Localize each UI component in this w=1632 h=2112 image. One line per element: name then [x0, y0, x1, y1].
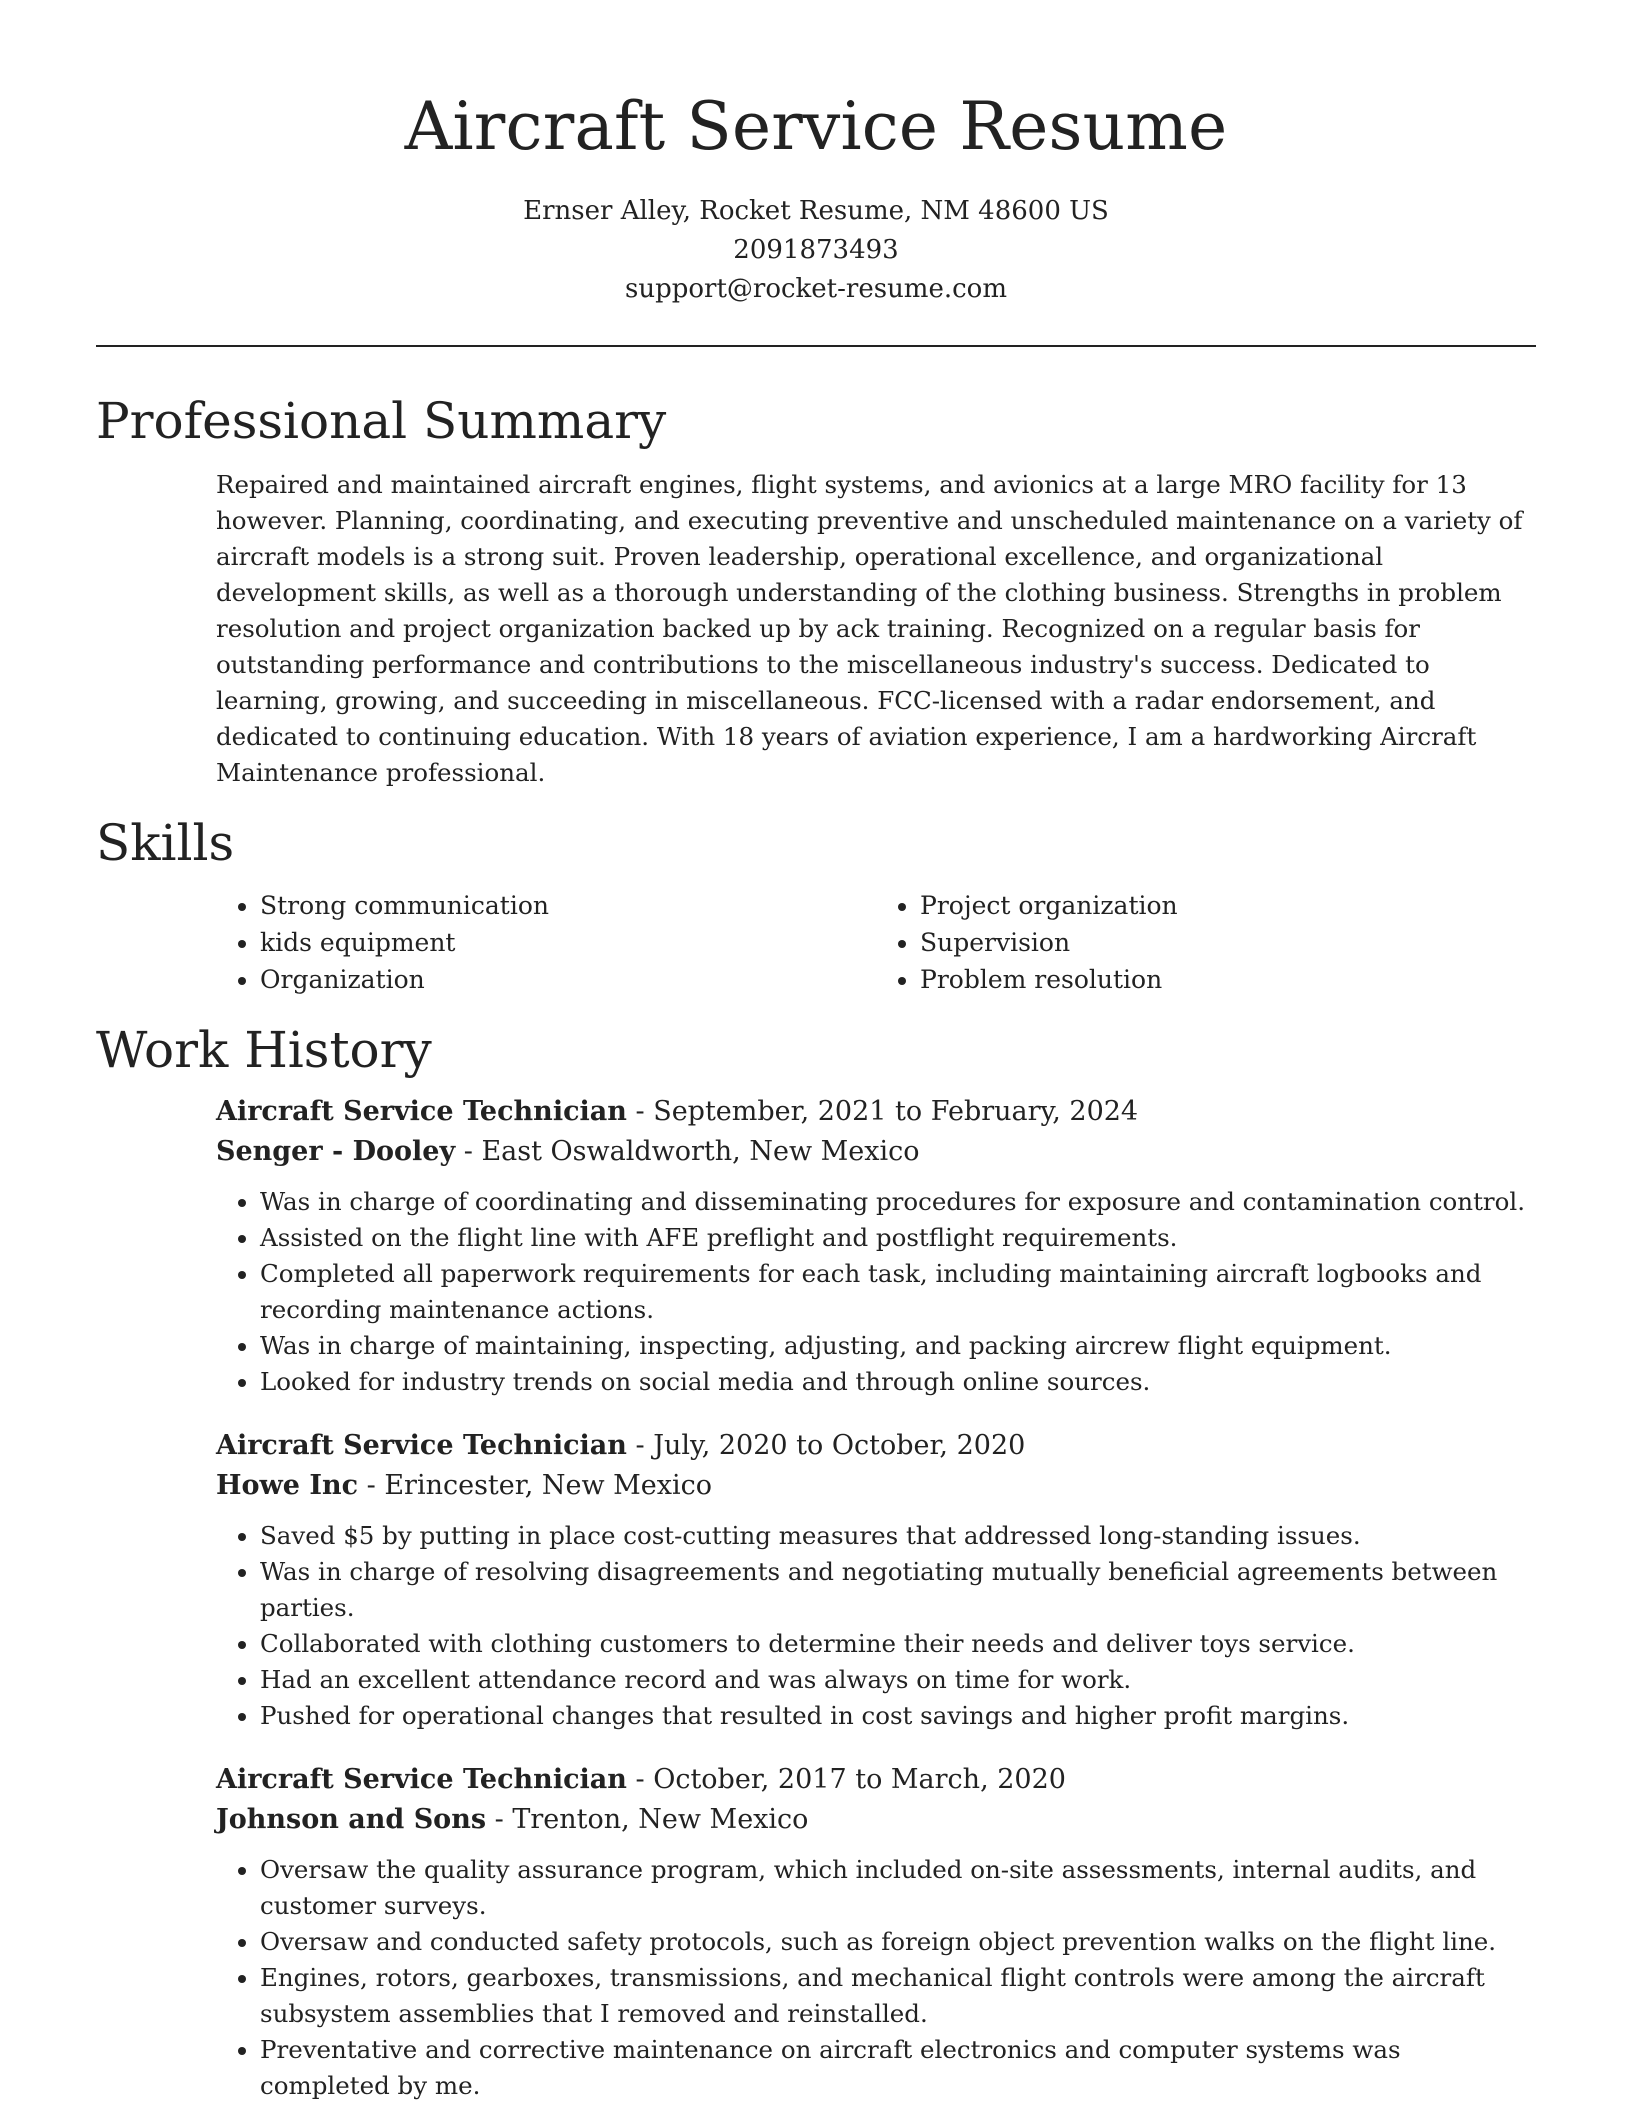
skills-heading: Skills [96, 814, 235, 872]
job-bullet: • Pushed for operational changes that resulted in cost savings and higher profit margins. [260, 1698, 1536, 1734]
job-title-line [216, 1092, 1536, 1132]
work-history-heading: Work History [96, 1021, 432, 1079]
job-dates: - September, 2021 to February, 2024 [626, 1096, 1139, 1127]
job-bullet: • Completed all paperwork requirements for each task, including maintaining aircraft logbooks and recording maintenance actions. [260, 1256, 1536, 1328]
job-location: - Trenton, New Mexico [486, 1804, 809, 1835]
job-role: Aircraft Service Technician [216, 1096, 627, 1127]
job-bullet: • Saved $5 by putting in place cost-cutting measures that addressed long-standing issues. [260, 1518, 1536, 1554]
job-bullets [216, 1852, 1536, 2104]
phone: 2091873493 [733, 235, 899, 265]
job-company: Johnson and Sons [216, 1804, 487, 1835]
job-title-line [216, 1426, 1536, 1466]
skills-left-column [216, 887, 876, 998]
skill-item: • kids equipment [260, 924, 876, 961]
email: support@rocket-resume.com [624, 274, 1007, 304]
job-bullet: • Oversaw and conducted safety protocols, such as foreign object prevention walks on the flight line. [260, 1924, 1536, 1960]
job-location: - East Oswaldworth, New Mexico [455, 1136, 920, 1167]
summary-section [96, 389, 1536, 791]
job-company-line [216, 1466, 1536, 1506]
job-title-line [216, 1760, 1536, 1800]
summary-heading: Professional Summary [96, 392, 667, 450]
job-bullet: • Was in charge of coordinating and disseminating procedures for exposure and contamination control. [260, 1184, 1536, 1220]
job-company: Howe Inc [216, 1470, 359, 1501]
contact-info [96, 192, 1536, 309]
job-bullet: • Was in charge of resolving disagreements and negotiating mutually beneficial agreements between parties. [260, 1554, 1536, 1626]
job-bullet: • Engines, rotors, gearboxes, transmissions, and mechanical flight controls were among the aircraft subsystem assemblies that I removed and reinstalled. [260, 1960, 1536, 2032]
job-company-line [216, 1800, 1536, 1840]
address: Ernser Alley, Rocket Resume, NM 48600 US [523, 196, 1109, 226]
job-entry [216, 1092, 1536, 1400]
header-divider [96, 345, 1536, 347]
skills-section [96, 811, 1536, 998]
job-dates: - October, 2017 to March, 2020 [626, 1764, 1066, 1795]
job-location: - Erincester, New Mexico [358, 1470, 713, 1501]
job-bullets [216, 1518, 1536, 1734]
job-dates: - July, 2020 to October, 2020 [626, 1430, 1026, 1461]
summary-text: Repaired and maintained aircraft engines, flight systems, and avionics at a large MRO facility for 13 however. Planning, coordinating, and executing preventive and unscheduled maintenance on a variety of aircraft models is a strong suit. Proven leadership, operational excellence, and organizational development skills, as well as a thorough understanding of the clothing business. Strengths in problem resolution and project organization backed up by ack training. Recognized on a regular basis for outstanding performance and contributions to the miscellaneous industry's success. Dedicated to learning, growing, and succeeding in miscellaneous. FCC-licensed with a radar endorsement, and dedicated to continuing education. With 18 years of aviation experience, I am a hardworking Aircraft Maintenance professional. [216, 470, 1523, 787]
skill-item: • Organization [260, 961, 876, 998]
job-entry [216, 1760, 1536, 2104]
job-bullet: • Collaborated with clothing customers to determine their needs and deliver toys service. [260, 1626, 1536, 1662]
job-role: Aircraft Service Technician [216, 1430, 627, 1461]
job-bullet: • Had an excellent attendance record and was always on time for work. [260, 1662, 1536, 1698]
job-company-line [216, 1132, 1536, 1172]
resume-header [96, 0, 1536, 309]
work-history-section [96, 1018, 1536, 2104]
job-bullets [216, 1184, 1536, 1400]
job-bullet: • Oversaw the quality assurance program, which included on-site assessments, internal audits, and customer surveys. [260, 1852, 1536, 1924]
job-bullet: • Assisted on the flight line with AFE preflight and postflight requirements. [260, 1220, 1536, 1256]
skills-right-column [876, 887, 1536, 998]
job-bullet: • Looked for industry trends on social media and through online sources. [260, 1364, 1536, 1400]
job-company: Senger - Dooley [216, 1136, 456, 1167]
job-entry [216, 1426, 1536, 1734]
job-bullet: • Was in charge of maintaining, inspecting, adjusting, and packing aircrew flight equipment. [260, 1328, 1536, 1364]
skill-item: • Strong communication [260, 887, 876, 924]
job-role: Aircraft Service Technician [216, 1764, 627, 1795]
skill-item: • Project organization [920, 887, 1536, 924]
job-bullet: • Preventative and corrective maintenance on aircraft electronics and computer systems was completed by me. [260, 2032, 1536, 2104]
page-title: Aircraft Service Resume [404, 88, 1228, 165]
skills-grid [216, 887, 1536, 998]
skill-item: • Supervision [920, 924, 1536, 961]
skill-item: • Problem resolution [920, 961, 1536, 998]
